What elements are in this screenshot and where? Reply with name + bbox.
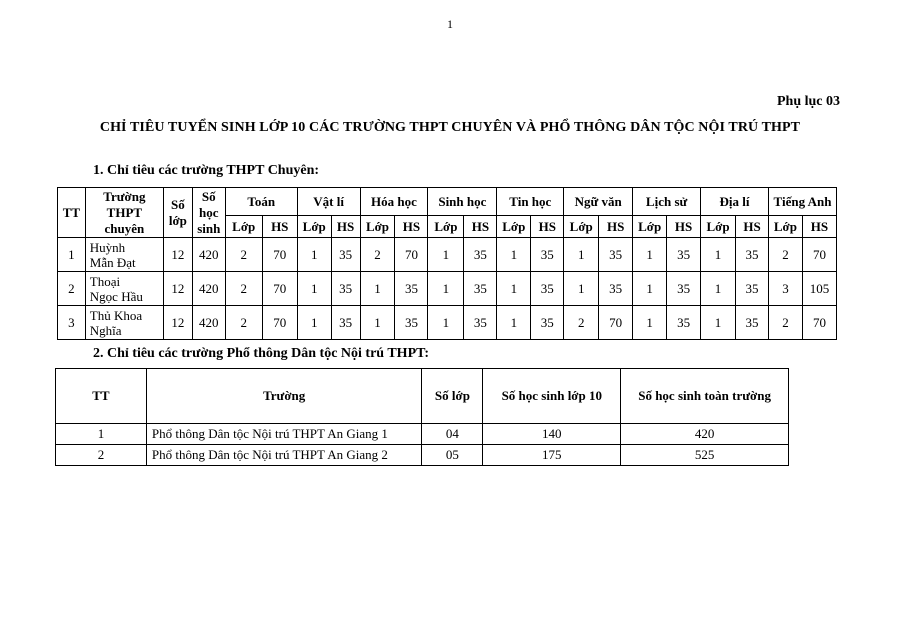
grade10-students: 140 (483, 424, 621, 445)
table-row (58, 272, 837, 306)
header-lop: Lớp (497, 216, 531, 238)
header-tt: TT (56, 369, 147, 424)
header-hs: HS (395, 216, 428, 238)
subject-students: 35 (464, 272, 497, 306)
header-lop: Lớp (225, 216, 262, 238)
subject-classes: 1 (428, 272, 464, 306)
subject-students: 35 (599, 238, 633, 272)
subject-classes: 1 (564, 272, 599, 306)
header-hs: HS (736, 216, 769, 238)
subject-students: 35 (464, 238, 497, 272)
subject-classes: 2 (768, 306, 802, 340)
subject-classes: 1 (428, 306, 464, 340)
subject-students: 70 (262, 272, 297, 306)
header-subject: Tiếng Anh (768, 188, 836, 216)
header-hs: HS (331, 216, 360, 238)
row-number: 2 (56, 445, 147, 466)
subject-classes: 1 (428, 238, 464, 272)
header-subject: Lịch sử (633, 188, 701, 216)
school-name: Phổ thông Dân tộc Nội trú THPT An Giang 1 (146, 424, 422, 445)
school-name: Phổ thông Dân tộc Nội trú THPT An Giang 2 (146, 445, 422, 466)
subject-classes: 2 (225, 272, 262, 306)
subject-classes: 1 (701, 238, 736, 272)
subject-classes: 1 (360, 306, 395, 340)
row-number: 3 (58, 306, 86, 340)
subject-students: 35 (736, 238, 769, 272)
section1-heading: 1. Chỉ tiêu các trường THPT Chuyên: (93, 163, 320, 178)
header-classes: Số lớp (422, 369, 483, 424)
subject-classes: 1 (633, 272, 667, 306)
class-count: 12 (163, 238, 192, 272)
header-lop: Lớp (360, 216, 395, 238)
subject-students: 35 (395, 272, 428, 306)
subject-students: 35 (531, 306, 564, 340)
subject-students: 35 (599, 272, 633, 306)
subject-classes: 1 (497, 238, 531, 272)
subject-classes: 1 (497, 272, 531, 306)
subject-students: 35 (531, 238, 564, 272)
subject-classes: 1 (701, 306, 736, 340)
subject-students: 105 (802, 272, 836, 306)
header-school: Trường THPT chuyên (85, 188, 163, 238)
subject-classes: 2 (768, 238, 802, 272)
school-name: Huỳnh Mẫn Đạt (85, 238, 163, 272)
subject-students: 70 (262, 306, 297, 340)
table-row (58, 306, 837, 340)
header-hs: HS (599, 216, 633, 238)
subject-students: 35 (736, 306, 769, 340)
row-number: 1 (56, 424, 147, 445)
class-count: 12 (163, 272, 192, 306)
subject-classes: 1 (633, 306, 667, 340)
header-subject: Tin học (497, 188, 564, 216)
total-students: 525 (621, 445, 789, 466)
subject-classes: 1 (633, 238, 667, 272)
header-subject: Hóa học (360, 188, 428, 216)
row-number: 2 (58, 272, 86, 306)
class-count: 12 (163, 306, 192, 340)
row-number: 1 (58, 238, 86, 272)
subject-students: 35 (736, 272, 769, 306)
subject-students: 70 (395, 238, 428, 272)
header-lop: Lớp (768, 216, 802, 238)
header-lop: Lớp (701, 216, 736, 238)
subject-students: 35 (331, 272, 360, 306)
subject-students: 70 (262, 238, 297, 272)
subject-classes: 2 (564, 306, 599, 340)
grade10-students: 175 (483, 445, 621, 466)
subject-classes: 1 (360, 272, 395, 306)
header-lop: Lớp (297, 216, 331, 238)
specialized-schools-table (57, 187, 837, 340)
section2-heading: 2. Chỉ tiêu các trường Phổ thông Dân tộc Nội trú THPT: (93, 346, 430, 361)
table-row (56, 424, 789, 445)
subject-classes: 2 (225, 306, 262, 340)
subject-students: 70 (599, 306, 633, 340)
class-count: 04 (422, 424, 483, 445)
subject-classes: 2 (225, 238, 262, 272)
appendix-label: Phụ lục 03 (776, 94, 840, 109)
student-count: 420 (192, 306, 225, 340)
subject-classes: 3 (768, 272, 802, 306)
header-subject: Vật lí (297, 188, 360, 216)
header-subject: Sinh học (428, 188, 497, 216)
header-school: Trường (146, 369, 422, 424)
subject-classes: 1 (564, 238, 599, 272)
student-count: 420 (192, 238, 225, 272)
subject-classes: 2 (360, 238, 395, 272)
header-hs: HS (464, 216, 497, 238)
total-students: 420 (621, 424, 789, 445)
subject-students: 35 (464, 306, 497, 340)
header-subject: Địa lí (701, 188, 769, 216)
table-row (58, 238, 837, 272)
school-name: Thủ Khoa Nghĩa (85, 306, 163, 340)
subject-classes: 1 (297, 272, 331, 306)
header-subject: Toán (225, 188, 297, 216)
header-tt: TT (58, 188, 86, 238)
header-lop: Lớp (633, 216, 667, 238)
subject-classes: 1 (297, 306, 331, 340)
header-hs: HS (262, 216, 297, 238)
header-lop: Lớp (428, 216, 464, 238)
header-grade10-students: Số học sinh lớp 10 (483, 369, 621, 424)
boarding-schools-table (55, 368, 789, 466)
subject-students: 35 (531, 272, 564, 306)
subject-classes: 1 (297, 238, 331, 272)
subject-students: 70 (802, 238, 836, 272)
page-number: 1 (447, 17, 453, 31)
document-title: CHỈ TIÊU TUYỂN SINH LỚP 10 CÁC TRƯỜNG THPT CHUYÊN VÀ PHỔ THÔNG DÂN TỘC NỘI TRÚ THPT (99, 120, 801, 135)
subject-students: 35 (667, 238, 701, 272)
subject-students: 35 (667, 272, 701, 306)
table-row (56, 445, 789, 466)
subject-students: 35 (667, 306, 701, 340)
header-hs: HS (667, 216, 701, 238)
header-total-students: Số học sinh toàn trường (621, 369, 789, 424)
school-name: Thoại Ngọc Hầu (85, 272, 163, 306)
subject-students: 35 (331, 306, 360, 340)
subject-classes: 1 (701, 272, 736, 306)
subject-students: 35 (331, 238, 360, 272)
header-hs: HS (802, 216, 836, 238)
header-students: Số học sinh (192, 188, 225, 238)
header-subject: Ngữ văn (564, 188, 633, 216)
subject-classes: 1 (497, 306, 531, 340)
subject-students: 35 (395, 306, 428, 340)
header-lop: Lớp (564, 216, 599, 238)
subject-students: 70 (802, 306, 836, 340)
student-count: 420 (192, 272, 225, 306)
class-count: 05 (422, 445, 483, 466)
header-hs: HS (531, 216, 564, 238)
header-classes: Số lớp (163, 188, 192, 238)
